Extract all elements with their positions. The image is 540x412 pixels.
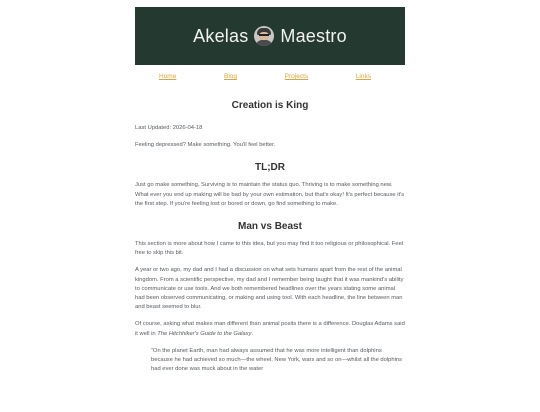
- nav-link-projects[interactable]: Projects: [284, 73, 309, 80]
- site-banner[interactable]: [135, 7, 405, 65]
- quote-block: “On the planet Earth, man had always assumed that he was more intelligent than dolphins because he had achieved so much—the wheel, New York, wars and so on—whilst all the dolphins had ever done was muck about in the water: [151, 347, 403, 373]
- page-container: [135, 7, 405, 374]
- book-title: The Hitchhiker's Guide to the Galaxy: [157, 330, 252, 337]
- site-title-right: Maestro: [280, 25, 347, 46]
- site-title-left: Akelas: [193, 25, 249, 46]
- article: [135, 100, 405, 374]
- para3-end: .: [251, 330, 254, 337]
- section-paragraph-1: This section is more about how I came to this idea, but you may find it too religious or philosophical. Feel free to skip this bit.: [135, 241, 404, 257]
- avatar-icon: [254, 26, 274, 46]
- section-paragraph-3: [135, 320, 405, 338]
- section-paragraph-2: A year or two ago, my dad and I had a discussion on what sets humans apart from the rest of the animal kingdom. From a scientific perspective, my dad and I remember being taught that it was mankind's ability to communicate or use tools. And we both remembered headlines over the years stating some animal had been observed communicating, or making and using tool. With each headline, the line between man and beast seemed to blur.: [135, 267, 404, 311]
- nav-link-home[interactable]: Home: [159, 73, 177, 80]
- main-nav: [135, 73, 405, 80]
- last-updated: Last Updated: 2026-04-18: [135, 125, 203, 131]
- article-title: Creation is King: [231, 100, 309, 111]
- tldr-heading: TL;DR: [255, 162, 285, 174]
- section-heading: Man vs Beast: [238, 221, 302, 233]
- tldr-paragraph: Just go make something. Surviving is to maintain the status quo. Thriving is to make something new. What ever you end up making will be bad by your own estimation, but that's okay! It's perfect because it's the first step. If you're feeling lost or bored or down, go find something to make.: [135, 182, 405, 207]
- intro-paragraph: Feeling depressed? Make something. You'll feel better.: [135, 142, 276, 149]
- nav-link-blog[interactable]: Blog: [224, 73, 238, 80]
- nav-link-links[interactable]: Links: [355, 73, 371, 80]
- para3-start: Of course, asking what makes man different than animal posits there is a difference. Douglas Adams said it well in: [135, 321, 405, 337]
